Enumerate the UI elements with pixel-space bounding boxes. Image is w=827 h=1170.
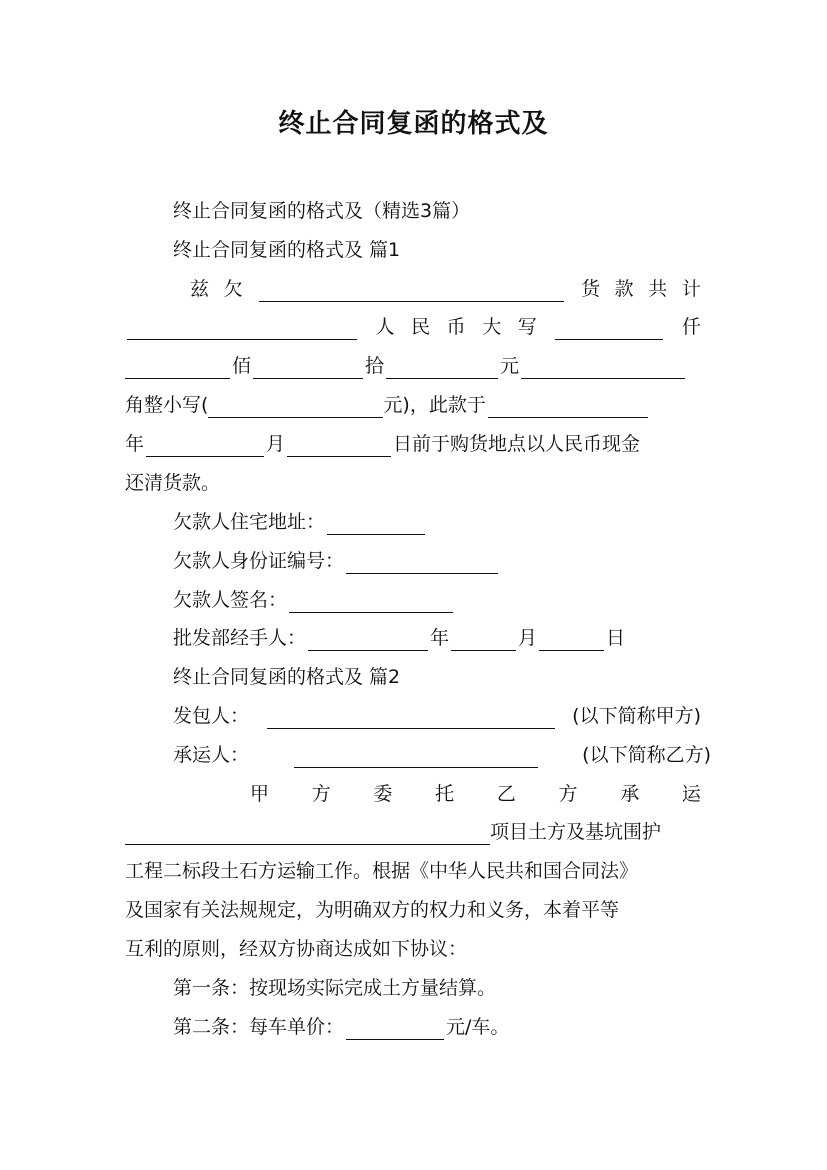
text: 运 xyxy=(681,783,701,805)
text: 还清货款。 xyxy=(125,472,221,494)
text: 拾 xyxy=(365,355,385,377)
text: 方 xyxy=(558,783,578,805)
text: 大 xyxy=(482,316,502,338)
blank-field xyxy=(253,358,363,379)
text: 乙 xyxy=(496,783,516,805)
part2-heading xyxy=(173,664,400,690)
text: 币 xyxy=(446,316,466,338)
blank-field xyxy=(308,630,428,651)
blank-field xyxy=(451,630,516,651)
field-label: 发包人： xyxy=(173,705,250,727)
para1-line6 xyxy=(125,470,220,496)
text: 月 xyxy=(518,627,538,649)
heading-text: 终止合同复函的格式及 篇1 xyxy=(173,239,401,261)
text: 货 xyxy=(580,278,600,300)
text: 委 xyxy=(373,783,393,805)
blank-field xyxy=(327,514,425,535)
text: 月 xyxy=(266,433,286,455)
carrier-field xyxy=(173,742,711,768)
text: 计 xyxy=(681,278,701,300)
text: 角整小写( xyxy=(125,394,209,416)
blank-field xyxy=(294,747,538,768)
text: (以下简称甲方) xyxy=(572,705,701,727)
blank-field xyxy=(539,630,604,651)
blank-field xyxy=(488,397,648,418)
para2-line4 xyxy=(125,897,619,923)
text: 年 xyxy=(125,433,145,455)
text: 甲 xyxy=(250,783,270,805)
heading-text: 终止合同复函的格式及 篇2 xyxy=(173,666,401,688)
para2-line1 xyxy=(250,781,701,807)
text: 第二条：每车单价： xyxy=(173,1016,345,1038)
text: 第一条：按现场实际完成土方量结算。 xyxy=(173,977,497,999)
blank-field xyxy=(346,553,498,574)
text: 方 xyxy=(311,783,331,805)
issuer-field xyxy=(173,703,701,729)
text: 项目土方及基坑围护 xyxy=(490,821,662,843)
blank-field xyxy=(208,397,383,418)
text: 及国家有关法规规定，为明确双方的权力和义务，本着平等 xyxy=(125,899,620,921)
field-label: 欠款人住宅地址： xyxy=(173,511,326,533)
text: 写 xyxy=(517,316,537,338)
article-1 xyxy=(173,975,496,1001)
debtor-sign-field xyxy=(173,587,455,613)
para2-line3 xyxy=(125,858,638,884)
blank-field xyxy=(125,358,230,379)
field-label: 欠款人身份证编号： xyxy=(173,550,345,572)
text: 款 xyxy=(614,278,634,300)
field-label: 欠款人签名： xyxy=(173,589,288,611)
text: 日 xyxy=(606,627,626,649)
text: 互利的原则，经双方协商达成如下协议： xyxy=(125,938,468,960)
blank-field xyxy=(287,436,391,457)
text: 仟 xyxy=(681,316,701,338)
text: 日前于购货地点以人民币现金 xyxy=(393,433,641,455)
text: 欠 xyxy=(223,278,243,300)
blank-field xyxy=(346,1019,444,1040)
para1-line5 xyxy=(125,431,640,457)
article-2 xyxy=(173,1014,509,1040)
intro-text: 终止合同复函的格式及（精选3篇） xyxy=(173,200,471,222)
text: 人 xyxy=(375,316,395,338)
text: 共 xyxy=(648,278,668,300)
blank-field xyxy=(289,592,453,613)
blank-field xyxy=(127,319,357,340)
document-title: 终止合同复函的格式及 xyxy=(278,109,549,139)
blank-field xyxy=(125,824,490,845)
para1-line2 xyxy=(125,314,701,340)
text: 兹 xyxy=(190,278,210,300)
debtor-address-field xyxy=(173,509,427,535)
field-label: 承运人： xyxy=(173,744,250,766)
blank-field xyxy=(386,358,498,379)
text: 元/车。 xyxy=(446,1016,510,1038)
text: 工程二标段土石方运输工作。根据《中华人民共和国合同法》 xyxy=(125,860,639,882)
text: 托 xyxy=(435,783,455,805)
blank-field xyxy=(259,281,564,302)
para1-line1 xyxy=(190,276,701,302)
debtor-id-field xyxy=(173,548,500,574)
blank-field xyxy=(267,708,555,729)
part1-heading xyxy=(173,237,400,263)
para2-line2 xyxy=(125,819,661,845)
text: 佰 xyxy=(232,355,252,377)
text: 元)，此款于 xyxy=(383,394,486,416)
text: 年 xyxy=(430,627,450,649)
text: 元 xyxy=(500,355,520,377)
intro-line xyxy=(173,198,470,224)
para1-line4 xyxy=(125,392,701,418)
text: 民 xyxy=(411,316,431,338)
blank-field xyxy=(146,436,264,457)
para2-line5 xyxy=(125,936,467,962)
field-label: 批发部经手人： xyxy=(173,627,307,649)
para1-line3 xyxy=(125,353,701,379)
text: (以下简称乙方) xyxy=(582,744,711,766)
handler-field xyxy=(173,625,625,651)
blank-field xyxy=(521,358,685,379)
text: 承 xyxy=(620,783,640,805)
blank-field xyxy=(555,319,663,340)
